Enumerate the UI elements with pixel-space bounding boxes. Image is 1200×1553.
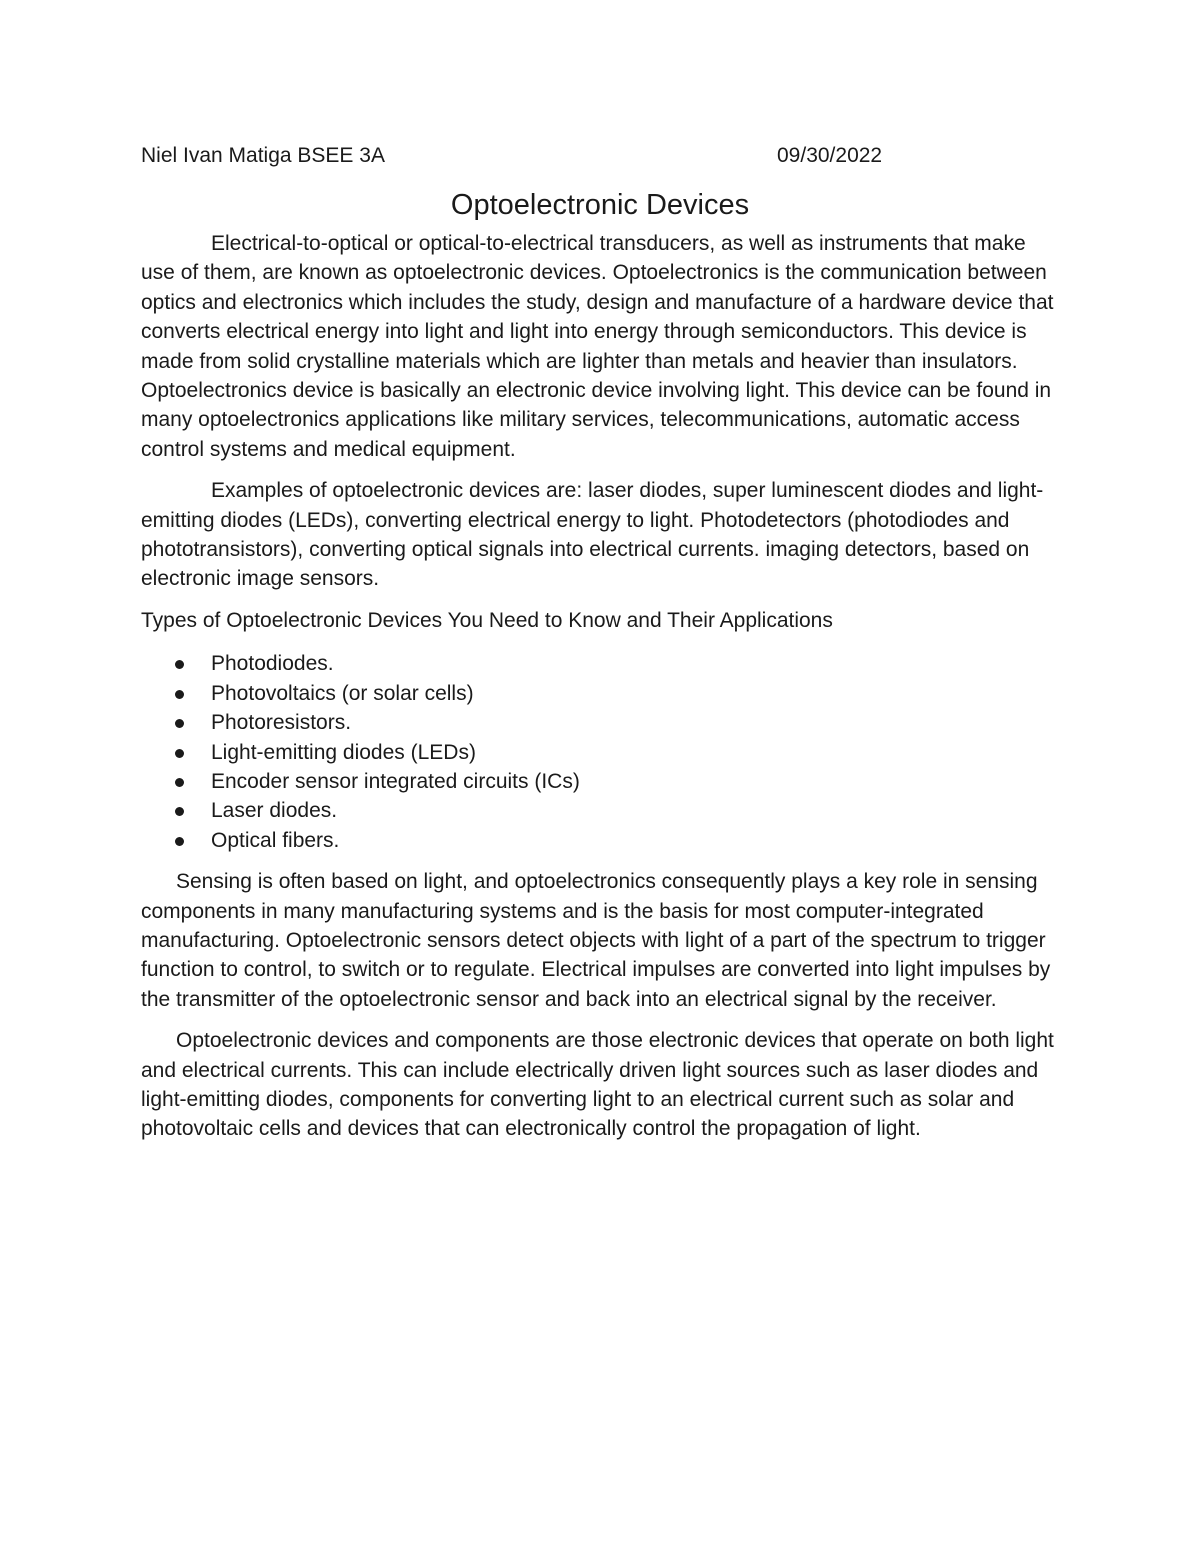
paragraph-intro: Electrical-to-optical or optical-to-electrical transducers, as well as instruments that make use of them, are known as optoelectronic devices. Optoelectronics is the communication between optics and electronics which includes the study, design and manufacture of a hardware device that converts electrical energy into light and light into energy through semiconductors. This device is made from solid crystalline materials which are lighter than metals and heavier than insulators. Optoelectronics device is basically an electronic device involving light. This device can be found in many optoelectronics applications like military services, telecommunications, automatic access control systems and medical equipment. bbox=[141, 232, 1054, 461]
document-header bbox=[141, 141, 1061, 171]
list-item bbox=[141, 826, 1061, 855]
paragraph-components: Optoelectronic devices and components are those electronic devices that operate on both light and electrical currents. This can include electrically driven light sources such as laser diodes and light-emitting diodes, components for converting light to an electrical current such as solar and photovoltaic cells and devices that can electronically control the propagation of light. bbox=[141, 1029, 1054, 1141]
list-item-text: Photoresistors. bbox=[211, 711, 352, 735]
document-title: Optoelectronic Devices bbox=[450, 189, 750, 221]
list-item-text: Laser diodes. bbox=[211, 799, 338, 823]
bullet-icon bbox=[175, 837, 184, 846]
list-item bbox=[141, 708, 1061, 737]
list-item bbox=[141, 738, 1061, 767]
bullet-icon bbox=[175, 719, 184, 728]
list-item-text: Encoder sensor integrated circuits (ICs) bbox=[211, 769, 580, 793]
list-item bbox=[141, 679, 1061, 708]
document-date: 09/30/2022 bbox=[777, 144, 883, 167]
paragraph-sensing: Sensing is often based on light, and optoelectronics consequently plays a key role in sensing components in many manufacturing systems and is the basis for most computer-integrated manufacturing. Optoelectronic sensors detect objects with light of a part of the spectrum to trigger function to control, to switch or to regulate. Electrical impulses are converted into light impulses by the transmitter of the optoelectronic sensor and back into an electrical signal by the receiver. bbox=[141, 870, 1051, 1011]
list-item-text: Light-emitting diodes (LEDs) bbox=[211, 740, 476, 764]
bullet-icon bbox=[175, 778, 184, 787]
list-item-text: Optical fibers. bbox=[211, 828, 340, 852]
list-item bbox=[141, 796, 1061, 825]
types-heading: Types of Optoelectronic Devices You Need to Know and Their Applications bbox=[141, 608, 833, 632]
types-list bbox=[141, 649, 1061, 855]
list-item bbox=[141, 767, 1061, 796]
list-item bbox=[141, 649, 1061, 678]
list-item-text: Photovoltaics (or solar cells) bbox=[211, 681, 474, 705]
bullet-icon bbox=[175, 690, 184, 699]
list-item-text: Photodiodes. bbox=[211, 652, 334, 676]
paragraph-examples: Examples of optoelectronic devices are: laser diodes, super luminescent diodes and light-emitting diodes (LEDs), converting electrical energy to light. Photodetectors (photodiodes and phototransistors), converting optical signals into electrical currents. imaging detectors, based on electronic image sensors. bbox=[141, 479, 1044, 591]
bullet-icon bbox=[175, 807, 184, 816]
bullet-icon bbox=[175, 749, 184, 758]
document-page bbox=[141, 141, 1061, 1156]
bullet-icon bbox=[175, 660, 184, 669]
author-line: Niel Ivan Matiga BSEE 3A bbox=[141, 144, 385, 167]
